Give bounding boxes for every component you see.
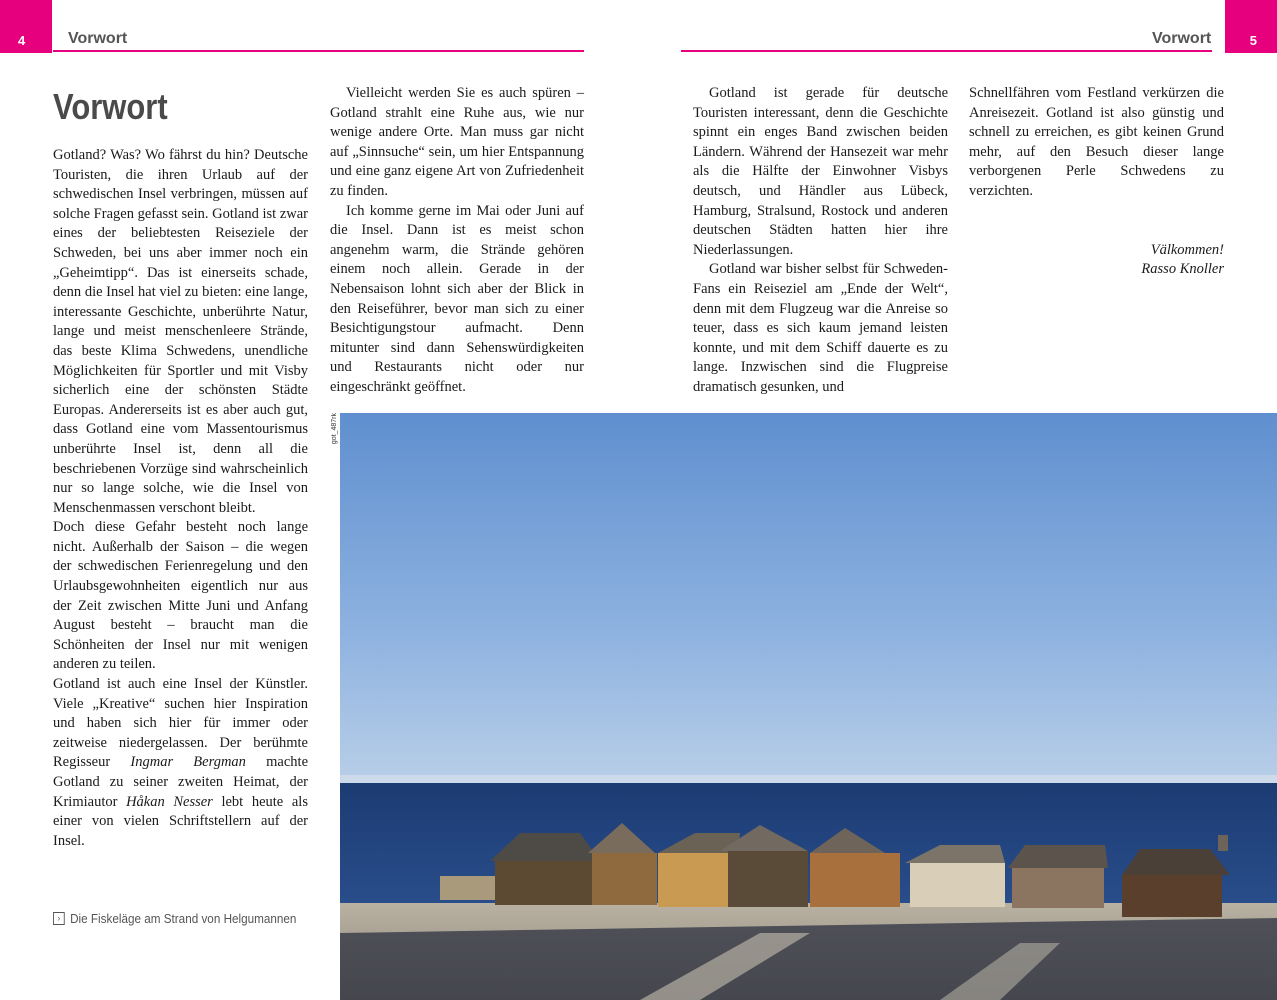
text-run: Gotland ist auch eine Insel der Künstler. Viele „Kreative“ suchen hier Inspiration und haben sich hier für immer oder zeitweise niedergelassen. Der berühmte Regisseur bbox=[53, 676, 308, 771]
paragraph bbox=[53, 675, 308, 851]
paragraph: Doch diese Gefahr besteht noch lange nicht. Außerhalb der Saison – die wegen der schwedischen Ferienregelung und den Urlaubsgewohnheiten eigentlich nur aus der Zeit zwischen Mitte Juni und Anfang August besteht – braucht man die Schönheiten der Insel nur mit wenigen anderen zu teilen. bbox=[53, 519, 308, 673]
paragraph: Gotland? Was? Wo fährst du hin? Deutsche Touristen, die ihren Urlaub auf der schwedischen Insel verbringen, müssen auf solche Fragen gefasst sein. Gotland ist zwar eines der beliebtesten Reiseziele der Schweden, bei uns aber immer noch ein „Geheimtipp“. Das ist einerseits schade, denn die Insel hat viel zu bieten: eine lange, interessante Geschichte, unberührte Natur, lange und meist menschenleere Strände, das beste Klima Schwedens, unendliche Möglichkeiten für Sportler und mit Visby sicherlich eine der schönsten Städte Europas. Andererseits ist es aber auch gut, dass Gotland eine vom Massentourismus unberührte Insel ist, denn all die beschriebenen Vorzüge sind wahrscheinlich nur so lange solche, wie die Insel von Menschenmassen verschont bleibt. bbox=[53, 147, 308, 516]
page-number: 5 bbox=[1249, 33, 1257, 48]
header-rule-right bbox=[681, 50, 1212, 52]
signature-greeting: Välkommen! bbox=[1150, 241, 1224, 258]
text-run: machte Gotland zu seiner zweiten Heimat, der Krimiautor bbox=[53, 754, 309, 810]
header-rule-left bbox=[53, 50, 584, 52]
person-name: Håkan Nesser bbox=[126, 793, 213, 810]
running-head-right: Vorwort bbox=[1152, 30, 1212, 47]
photo-credit: got_487rk bbox=[331, 413, 338, 445]
photo-fishing-huts bbox=[340, 413, 1277, 1000]
page-number: 4 bbox=[18, 33, 26, 48]
paragraph: Gotland war bisher selbst für Schweden-Fans ein Reiseziel am „Ende der Welt“, denn mit dem Flugzeug war die Anreise so teuer, dass es sich kaum jemand leisten konnte, und mit dem Schiff dauerte es zu lange. Inzwischen sind die Flugpreise dramatisch gesunken, und bbox=[693, 261, 948, 395]
caption-text: Die Fiskeläge am Strand von Helgumannen bbox=[70, 911, 297, 926]
text-column-4 bbox=[969, 84, 1224, 280]
text-column-1 bbox=[53, 146, 308, 851]
paragraph: Vielleicht werden Sie es auch spüren – Gotland strahlt eine Ruhe aus, wie nur wenige andere Orte. Man muss gar nicht auf „Sinnsuche“ sein, um hier Entspannung und eine ganz eigene Art von Zufriedenheit zu finden. bbox=[330, 85, 584, 199]
paragraph: Schnellfähren vom Festland verkürzen die Anreisezeit. Gotland ist also günstig und schnell zu erreichen, es gibt keinen Grund mehr, auf den Besuch dieser lange verborgenen Perle Schwedens zu verzichten. bbox=[969, 85, 1224, 199]
text-run: lebt heute als einer von vielen Schriftstellern auf der Insel. bbox=[53, 793, 308, 849]
paragraph: Ich komme gerne im Mai oder Juni auf die Insel. Dann ist es meist schon angenehm warm, die Strände gehören einem noch allein. Gerade in der Nebensaison lohnt sich aber der Blick in den Reiseführer, bevor man sich zu einer Besichtigungstour aufmacht. Denn mitunter sind dann Sehenswürdigkeiten und Restaurants nicht oder nur eingeschränkt geöffnet. bbox=[330, 202, 584, 395]
paragraph: Gotland ist gerade für deutsche Touristen interessant, denn die Geschichte spinnt ein enges Band zwischen beiden Ländern. Während der Hansezeit war mehr als die Hälfte der Einwohner Visbys deutsch, und Händler aus Lübeck, Hamburg, Stralsund, Rostock und anderen deutschen Städten hatten hier ihre Niederlassungen. bbox=[693, 85, 948, 258]
chapter-title: Vorwort bbox=[53, 86, 168, 127]
page-number-tab-right bbox=[1225, 0, 1277, 53]
signature-author: Rasso Knoller bbox=[1141, 261, 1224, 278]
person-name: Ingmar Bergman bbox=[130, 754, 246, 771]
photo-illustration bbox=[340, 413, 1277, 1000]
page-number-tab-left bbox=[0, 0, 52, 53]
caption-arrow-icon: › bbox=[53, 912, 65, 925]
photo-caption bbox=[53, 911, 296, 926]
text-column-3 bbox=[693, 84, 948, 398]
text-column-2 bbox=[330, 84, 584, 398]
running-head-left: Vorwort bbox=[68, 30, 128, 47]
